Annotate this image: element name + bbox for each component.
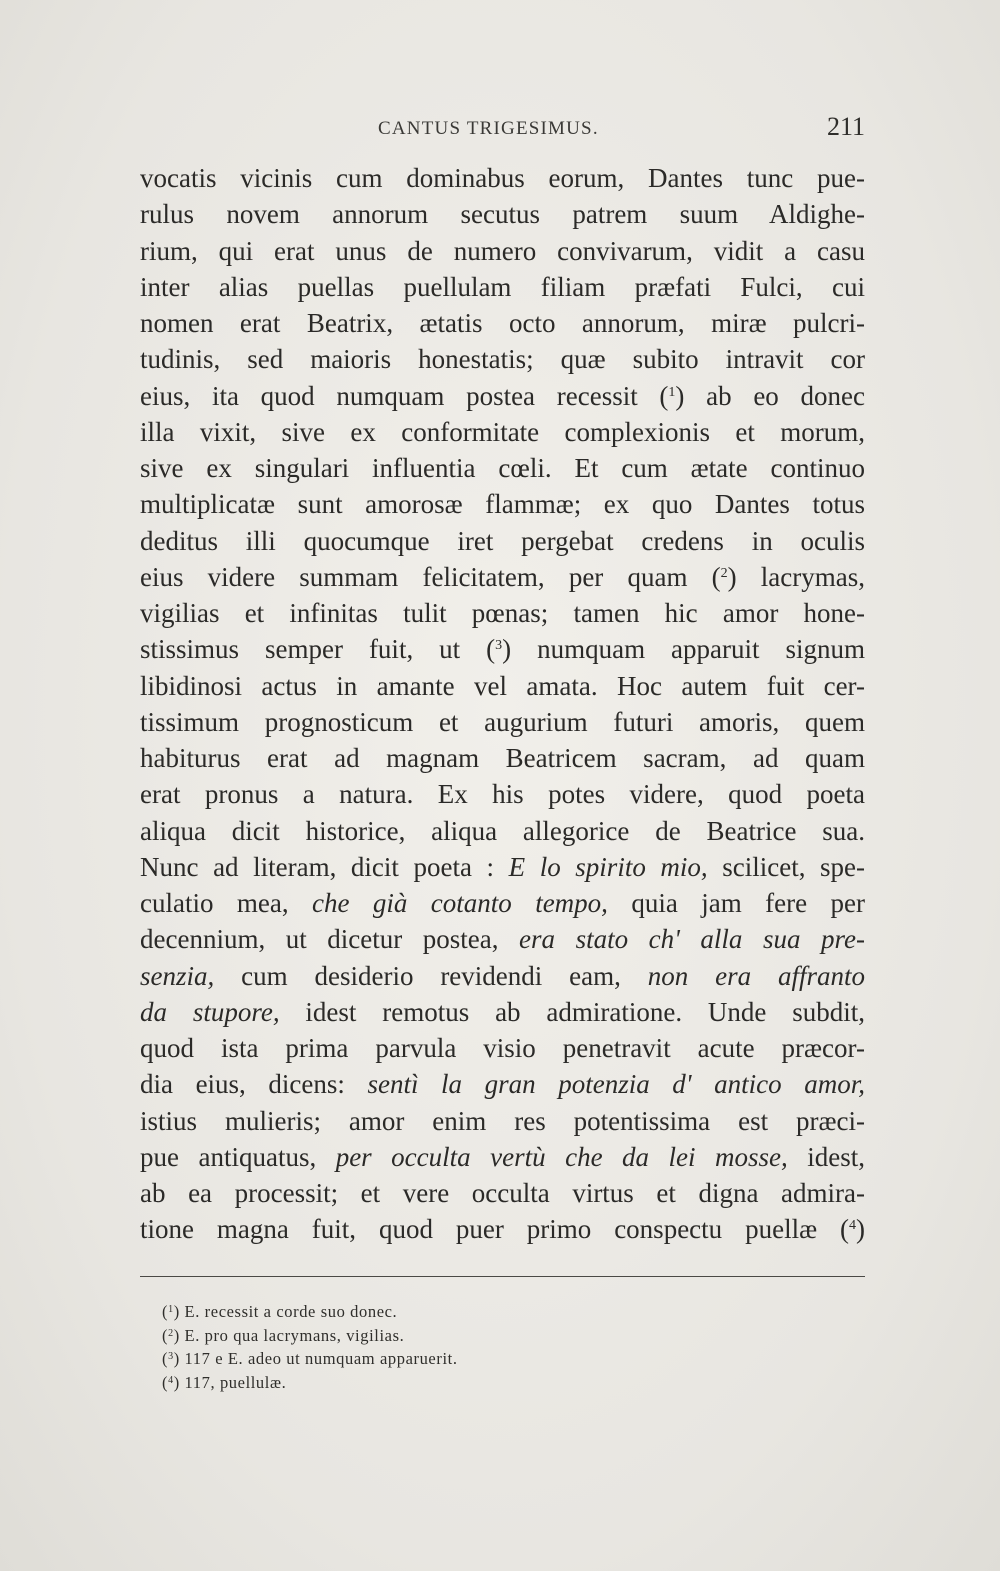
line-text: quia jam fere per [607, 888, 865, 918]
line-text: scilicet, spe- [707, 851, 866, 882]
footnote [162, 1300, 762, 1324]
italic-quotation: che già cotanto tempo, [312, 888, 608, 918]
body-text [140, 160, 865, 1248]
line-text: rium, qui erat unus de numero convivarum, vidit a casu [140, 235, 865, 266]
footnote-text: E. recessit a corde suo donec. [179, 1302, 398, 1321]
line-text: vocatis vicinis cum dominabus eorum, Dantes tunc pue- [140, 163, 865, 193]
text-line [140, 414, 865, 450]
footnote-reference: 3 [495, 638, 503, 654]
line-text: ) [856, 1214, 865, 1245]
line-text: tissimum prognosticum et augurium futuri amoris, quem [140, 706, 865, 737]
text-line [140, 776, 865, 812]
line-text: ) numquam apparuit signum [502, 634, 865, 665]
italic-quotation: non era affranto [647, 960, 865, 991]
text-line [140, 341, 865, 377]
line-text: erat pronus a natura. Ex his potes videre, quod poeta [140, 779, 865, 810]
text-line [140, 595, 865, 631]
text-line [140, 233, 865, 269]
footnote-reference: 4 [849, 1218, 856, 1234]
text-line [140, 1066, 865, 1102]
line-text: cum desiderio revidendi eam, [214, 960, 648, 991]
italic-quotation: E lo spirito mio, [508, 851, 708, 882]
footnote-number: 3 [168, 1351, 174, 1362]
line-text: eius videre summam felicitatem, per quam ( [140, 561, 721, 592]
text-line [140, 523, 865, 559]
italic-quotation: per occulta vertù che da lei mosse, [335, 1141, 788, 1172]
footnote-text: 117, puellulæ. [179, 1372, 287, 1392]
text-line [140, 1030, 865, 1066]
line-text: multiplicatæ sunt amorosæ flammæ; ex quo Dantes totus [140, 489, 865, 520]
footnote-mark: ($^4$) [162, 1372, 180, 1392]
text-line [140, 813, 865, 849]
footnote-mark: ($^1$) [162, 1302, 180, 1321]
footnote-reference: 1 [668, 384, 676, 400]
line-text: decennium, ut dicetur postea, [140, 924, 520, 955]
line-text: tudinis, sed maioris honestatis; quæ subito intravit cor [140, 344, 865, 375]
text-line [140, 1211, 865, 1247]
text-line [140, 196, 865, 232]
italic-quotation: sentì la gran potenzia d' antico amor, [367, 1069, 865, 1100]
text-line [140, 994, 865, 1030]
text-line [140, 1139, 865, 1175]
line-text: istius mulieris; amor enim res potentissima est præci- [140, 1105, 865, 1136]
line-text: aliqua dicit historice, aliqua allegorice de Beatrice sua. [140, 815, 865, 846]
text-line [140, 885, 865, 921]
text-line [140, 740, 865, 776]
line-text: idest remotus ab admiratione. Unde subdit, [279, 996, 866, 1027]
text-line [140, 305, 865, 341]
text-line [140, 1175, 865, 1211]
footnote-text: 117 e E. adeo ut numquam apparuerit. [179, 1349, 458, 1368]
text-line [140, 921, 865, 957]
page-header [140, 112, 865, 148]
footnote-number: 1 [168, 1304, 174, 1315]
text-line [140, 704, 865, 740]
footnote-rule [140, 1276, 865, 1277]
line-text: ab ea processit; et vere occulta virtus et digna admira- [140, 1178, 865, 1208]
text-line [140, 559, 865, 595]
line-text: sive ex singulari influentia cœli. Et cum ætate continuo [140, 453, 865, 483]
line-text: stissimus semper fuit, ut ( [140, 634, 496, 665]
text-line [140, 631, 865, 667]
text-line [140, 1103, 865, 1139]
line-text: ) ab eo donec [675, 380, 865, 411]
footnote-number: 2 [168, 1327, 174, 1339]
footnote-mark: ($^2$) [162, 1325, 180, 1345]
line-text: eius, ita quod numquam postea recessit ( [140, 380, 669, 411]
text-line [140, 668, 865, 704]
line-text: idest, [787, 1141, 866, 1172]
footnote-reference: 2 [720, 565, 728, 581]
line-text: deditus illi quocumque iret pergebat credens in oculis [140, 525, 865, 556]
footnote [162, 1347, 762, 1371]
page-number: 211 [826, 112, 865, 141]
text-line [140, 849, 865, 885]
line-text: tione magna fuit, quod puer primo conspectu puellæ ( [140, 1214, 849, 1245]
running-head: CANTUS TRIGESIMUS. [378, 118, 599, 139]
footnotes [162, 1300, 762, 1394]
footnote-mark: ($^3$) [162, 1349, 180, 1368]
text-line [140, 486, 865, 522]
italic-quotation: era stato ch' alla sua pre- [519, 924, 865, 955]
italic-quotation: senzia, [140, 960, 215, 991]
line-text: habiturus erat ad magnam Beatricem sacram, ad quam [140, 743, 865, 773]
text-line [140, 378, 865, 414]
line-text: rulus novem annorum secutus patrem suum Aldighe- [140, 199, 865, 230]
text-line [140, 958, 865, 994]
line-text: quod ista prima parvula visio penetravit acute præcor- [140, 1033, 865, 1063]
line-text: libidinosi actus in amante vel amata. Hoc autem fuit cer- [140, 670, 865, 701]
line-text: inter alias puellas puellulam filiam præfati Fulci, cui [140, 271, 865, 302]
line-text: ) lacrymas, [727, 561, 865, 592]
line-text: nomen erat Beatrix, ætatis octo annorum, miræ pulcri- [140, 308, 865, 338]
line-text: illa vixit, sive ex conformitate complexionis et morum, [140, 416, 865, 447]
footnote [162, 1324, 762, 1348]
italic-quotation: da stupore, [140, 996, 280, 1027]
text-line [140, 450, 865, 486]
text-line [140, 160, 865, 196]
line-text: culatio mea, [140, 888, 313, 918]
line-text: vigilias et infinitas tulit pœnas; tamen hic amor hone- [140, 598, 865, 628]
footnote-text: E. pro qua lacrymans, vigilias. [179, 1325, 405, 1345]
footnote-number: 4 [168, 1374, 174, 1386]
footnote [162, 1371, 762, 1395]
text-line [140, 269, 865, 305]
line-text: dia eius, dicens: [140, 1069, 368, 1100]
line-text: pue antiquatus, [140, 1141, 336, 1172]
line-text: Nunc ad literam, dicit poeta : [140, 851, 509, 882]
